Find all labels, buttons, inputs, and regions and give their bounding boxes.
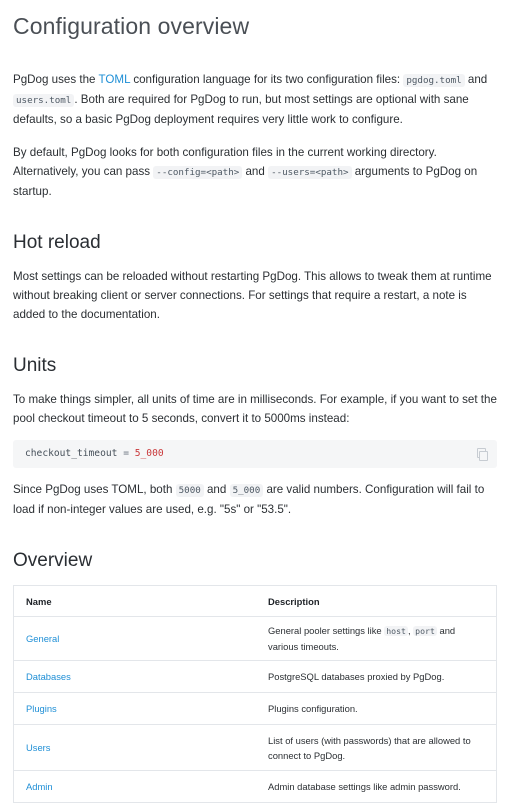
- intro-paragraph-1: PgDog uses the TOML configuration language for its two configuration files: pgdog.toml and users.toml . Both are required for PgDog to run, but most settings are optional with sane defaults, so a basic PgDog deployment requires very little work to configure.: [13, 73, 488, 126]
- table-row: [14, 617, 497, 661]
- inline-code-5000: 5000: [176, 484, 204, 497]
- hot-reload-heading: Hot reload: [13, 232, 101, 253]
- units-heading: Units: [13, 355, 57, 376]
- table-cell-description: Admin database settings like admin password.: [256, 771, 497, 803]
- table-row: [14, 725, 497, 771]
- table-cell-description: List of users (with passwords) that are allowed to connect to PgDog.: [256, 725, 497, 771]
- units-after-text: Since PgDog uses TOML, both 5000 and 5_000 are valid numbers. Configuration will fail to load if non-integer values are used, e.g. "5s" or "53.5".: [13, 483, 485, 516]
- table-row: [14, 771, 497, 803]
- code-block: [13, 440, 497, 468]
- inline-code-5-000: 5_000: [230, 484, 264, 497]
- code-key: checkout_timeout: [25, 448, 118, 459]
- units-text: To make things simpler, all units of time are in milliseconds. For example, if you want to set the pool checkout timeout to 5 seconds, convert it to 5000ms instead:: [13, 393, 497, 425]
- table-cell-description: PostgreSQL databases proxied by PgDog.: [256, 661, 497, 693]
- inline-code-config-arg: --config=<path>: [153, 166, 242, 179]
- overview-heading: Overview: [13, 550, 93, 571]
- inline-code-users-toml: users.toml: [13, 94, 74, 107]
- copy-icon[interactable]: [477, 448, 486, 459]
- column-header-description: Description: [256, 586, 497, 617]
- table-header-row: [14, 586, 497, 617]
- admin-link[interactable]: Admin: [26, 781, 53, 792]
- column-header-name: Name: [14, 586, 257, 617]
- inline-code-users-arg: --users=<path>: [268, 166, 351, 179]
- code-value: 5_000: [134, 448, 164, 459]
- plugins-link[interactable]: Plugins: [26, 703, 57, 714]
- intro-paragraph-2: By default, PgDog looks for both configuration files in the current working directory. Alternatively, you can pass --config=<path> and --users=<path> arguments to PgDog on startup.: [13, 146, 478, 198]
- table-cell-description: General pooler settings like host , port and various timeouts.: [256, 617, 497, 661]
- inline-code-host: host: [386, 626, 406, 636]
- overview-table: [13, 585, 497, 803]
- inline-code-pgdog-toml: pgdog.toml: [403, 74, 464, 87]
- table-cell-description: Plugins configuration.: [256, 693, 497, 725]
- general-link[interactable]: General: [26, 633, 60, 644]
- inline-code-port: port: [415, 626, 435, 636]
- users-link[interactable]: Users: [26, 742, 51, 753]
- hot-reload-text: Most settings can be reloaded without restarting PgDog. This allows to tweak them at runtime without breaking client or server connections. For settings that require a restart, a note is added to the documentation.: [13, 270, 492, 321]
- table-row: [14, 693, 497, 725]
- page-title: Configuration overview: [13, 13, 250, 39]
- table-row: [14, 661, 497, 693]
- databases-link[interactable]: Databases: [26, 671, 71, 682]
- toml-link[interactable]: TOML: [98, 73, 131, 86]
- code-operator: =: [117, 448, 135, 459]
